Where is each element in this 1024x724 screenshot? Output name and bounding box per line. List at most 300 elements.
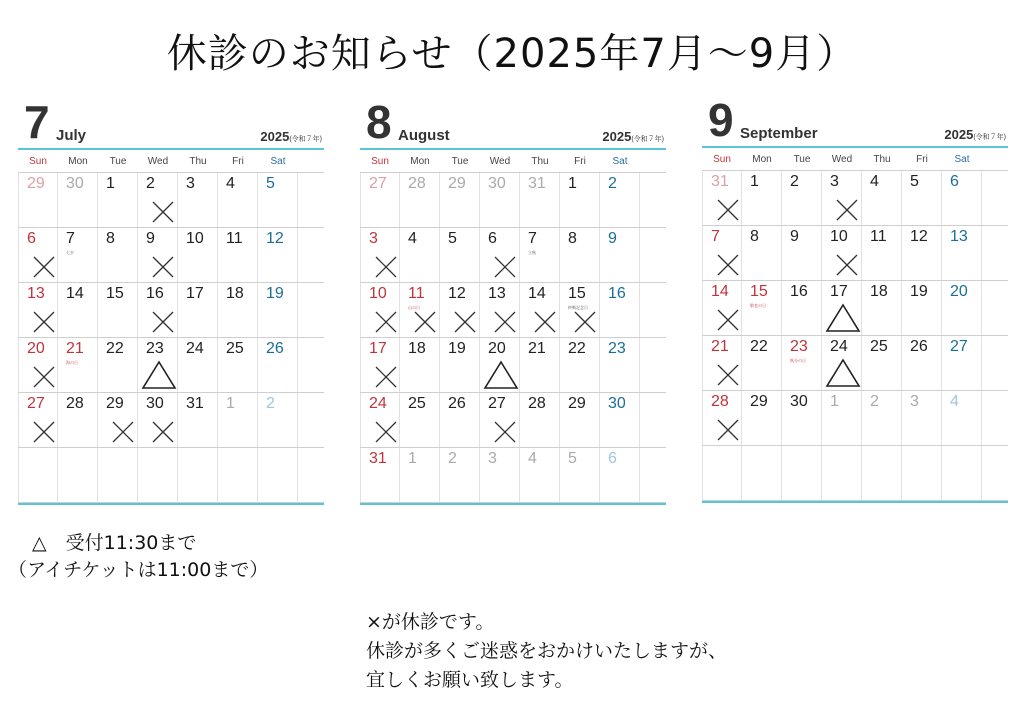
day-number: 30 [608,395,626,412]
weekday-header [18,150,324,172]
day-number: 23 [146,340,164,357]
day-number: 2 [146,175,155,192]
day-number: 27 [27,395,45,412]
day-cell [218,228,258,282]
closed-x-mark [412,309,438,335]
day-number: 2 [608,175,617,192]
day-number: 13 [950,228,968,245]
day-cell [902,391,942,445]
day-cell [822,446,862,500]
day-cell [440,393,480,447]
day-cell [400,173,440,227]
day-cell [742,336,782,390]
day-number: 16 [608,285,626,302]
day-number: 13 [488,285,506,302]
day-number: 25 [870,338,888,355]
week-row [18,392,324,447]
closed-legend [366,608,727,695]
day-cell [742,226,782,280]
day-cell [18,228,58,282]
day-cell [560,283,600,337]
weekday-label: Fri [574,155,586,167]
month-name: August [398,127,450,144]
day-number: 12 [448,285,466,302]
day-number: 7 [528,230,537,247]
closed-x-mark [373,364,399,390]
month-number: 7 [24,96,50,148]
day-number: 1 [568,175,577,192]
closed-x-mark [373,419,399,445]
closed-x-mark [31,309,57,335]
day-cell [98,228,138,282]
closed-legend-line1: ×が休診です。 [366,611,495,633]
day-cell [440,173,480,227]
closed-x-mark [373,254,399,280]
closed-x-mark [715,417,741,443]
day-cell [480,283,520,337]
holiday-name: 秋分の日 [790,358,806,363]
day-number: 4 [870,173,879,190]
day-number: 25 [408,395,426,412]
day-cell [98,448,138,502]
day-cell [178,173,218,227]
day-number: 4 [950,393,959,410]
day-cell [258,283,298,337]
day-number: 29 [106,395,124,412]
day-cell [178,448,218,502]
month-year [602,129,664,144]
calendar-august [360,96,666,505]
closed-x-mark [492,419,518,445]
day-number: 17 [369,340,387,357]
week-row [360,172,666,227]
week-row [702,170,1008,225]
day-cell [742,446,782,500]
day-cell [782,281,822,335]
day-cell [902,336,942,390]
weekday-header [360,150,666,172]
day-number: 2 [870,393,879,410]
month-year [260,129,322,144]
closed-x-mark [31,364,57,390]
weekday-label: Mon [752,153,772,165]
day-cell [58,283,98,337]
day-cell [138,448,178,502]
day-number: 24 [369,395,387,412]
closed-x-mark [452,309,478,335]
day-number: 8 [106,230,115,247]
weekday-label: Wed [147,155,169,167]
week-row [702,390,1008,445]
day-cell [360,393,400,447]
day-cell [742,391,782,445]
era-label: (令和７年) [631,136,664,143]
day-cell [400,393,440,447]
day-cell [702,391,742,445]
day-cell [600,338,640,392]
day-number: 9 [608,230,617,247]
closed-x-mark [572,309,598,335]
day-number: 13 [27,285,45,302]
day-cell [18,338,58,392]
weekday-label: Sat [954,153,970,165]
day-cell [520,448,560,502]
day-cell [258,338,298,392]
day-number: 3 [910,393,919,410]
day-cell [218,173,258,227]
day-number: 17 [830,283,848,300]
day-number: 15 [750,283,768,300]
day-cell [400,228,440,282]
day-number: 20 [950,283,968,300]
weekday-label: Mon [68,155,88,167]
day-number: 12 [910,228,928,245]
day-cell [520,228,560,282]
week-row [18,337,324,392]
day-cell [98,338,138,392]
era-label: (令和７年) [289,136,322,143]
holiday-name: 山の日 [408,305,420,310]
day-number: 1 [226,395,235,412]
day-cell [258,228,298,282]
day-number: 25 [226,340,244,357]
day-number: 18 [408,340,426,357]
closed-x-mark [150,309,176,335]
closed-x-mark [373,309,399,335]
closed-x-mark [31,254,57,280]
day-number: 21 [528,340,546,357]
weekday-label: Sat [270,155,286,167]
day-number: 5 [568,450,577,467]
day-cell [98,393,138,447]
day-number: 11 [870,228,887,245]
day-cell [360,338,400,392]
day-number: 16 [790,283,808,300]
day-cell [862,446,902,500]
day-cell [218,338,258,392]
day-cell [360,228,400,282]
closed-x-mark [715,307,741,333]
day-number: 4 [226,175,235,192]
weekday-label: Thu [873,153,891,165]
half-day-triangle-mark [483,360,519,390]
day-cell [178,393,218,447]
day-number: 22 [750,338,768,355]
day-cell [138,173,178,227]
week-row [360,337,666,392]
day-cell [138,338,178,392]
day-number: 28 [66,395,84,412]
day-cell [702,226,742,280]
day-number: 1 [408,450,417,467]
day-number: 26 [448,395,466,412]
holiday-name: 立秋 [528,250,536,255]
weekday-label: Tue [109,155,127,167]
year-label: 2025 [260,129,290,144]
day-cell [702,281,742,335]
day-cell [782,446,822,500]
day-number: 19 [910,283,928,300]
day-cell [480,448,520,502]
day-cell [942,391,982,445]
day-number: 24 [830,338,848,355]
weekday-label: Mon [410,155,430,167]
day-number: 1 [750,173,759,190]
week-row [360,227,666,282]
day-cell [178,283,218,337]
closed-x-mark [715,197,741,223]
closed-x-mark [150,419,176,445]
day-number: 30 [66,175,84,192]
triangle-legend-line2: （アイチケットは11:00まで） [8,559,269,581]
day-cell [520,283,560,337]
day-cell [560,393,600,447]
year-label: 2025 [944,127,974,142]
weekday-label: Thu [189,155,207,167]
day-cell [58,338,98,392]
day-cell [600,393,640,447]
day-number: 27 [950,338,968,355]
day-number: 28 [528,395,546,412]
weekday-label: Sun [713,153,731,165]
day-cell [822,226,862,280]
day-cell [138,228,178,282]
triangle-legend [8,530,269,584]
holiday-name: 終戦記念日 [568,305,588,310]
day-number: 10 [186,230,204,247]
day-number: 2 [266,395,275,412]
day-number: 31 [711,173,729,190]
weekday-header [702,148,1008,170]
weekday-label: Tue [451,155,469,167]
day-cell [58,173,98,227]
half-day-triangle-mark [825,303,861,333]
day-number: 2 [790,173,799,190]
weekday-label: Sun [371,155,389,167]
day-number: 15 [106,285,124,302]
holiday-name: 海の日 [66,360,78,365]
closed-legend-line3: 宜しくお願い致します。 [366,669,574,691]
weekday-label: Thu [531,155,549,167]
holiday-name: 七夕 [66,250,74,255]
day-number: 26 [910,338,928,355]
day-cell [138,393,178,447]
day-number: 3 [830,173,839,190]
day-number: 19 [448,340,466,357]
day-cell [218,393,258,447]
closed-x-mark [834,252,860,278]
day-number: 6 [488,230,497,247]
weekday-label: Sat [612,155,628,167]
day-cell [480,338,520,392]
week-row [702,445,1008,500]
month-header [702,94,1008,146]
day-number: 16 [146,285,164,302]
day-cell [178,228,218,282]
day-number: 23 [608,340,626,357]
closed-x-mark [834,197,860,223]
day-number: 22 [568,340,586,357]
day-cell [902,446,942,500]
day-cell [480,228,520,282]
day-cell [18,393,58,447]
day-cell [702,446,742,500]
day-number: 8 [750,228,759,245]
day-cell [902,226,942,280]
day-number: 17 [186,285,204,302]
month-header [18,96,324,148]
weekday-label: Wed [489,155,511,167]
day-number: 5 [266,175,275,192]
day-cell [18,283,58,337]
day-cell [742,281,782,335]
day-number: 5 [910,173,919,190]
weekday-label: Sun [29,155,47,167]
day-number: 3 [369,230,378,247]
day-number: 21 [711,338,729,355]
day-number: 23 [790,338,808,355]
day-cell [560,338,600,392]
week-row [360,392,666,447]
day-number: 14 [528,285,546,302]
day-cell [702,336,742,390]
day-number: 14 [66,285,84,302]
day-cell [782,336,822,390]
day-cell [600,173,640,227]
day-cell [902,281,942,335]
day-cell [440,283,480,337]
day-number: 12 [266,230,284,247]
month-number: 9 [708,94,734,146]
day-cell [360,173,400,227]
day-number: 3 [488,450,497,467]
day-cell [942,336,982,390]
accent-rule-bottom [702,500,1008,503]
day-cell [702,171,742,225]
day-number: 6 [950,173,959,190]
week-row [18,282,324,337]
day-cell [138,283,178,337]
day-cell [360,283,400,337]
day-cell [58,448,98,502]
day-number: 27 [488,395,506,412]
week-row [18,447,324,502]
day-cell [400,448,440,502]
week-row [360,447,666,502]
closed-x-mark [150,254,176,280]
day-cell [480,173,520,227]
day-cell [560,228,600,282]
day-number: 15 [568,285,586,302]
day-number: 1 [106,175,115,192]
day-number: 19 [266,285,284,302]
day-cell [600,283,640,337]
day-number: 18 [870,283,888,300]
day-number: 31 [186,395,204,412]
page-title: 休診のお知らせ（2025年7月〜9月） [166,31,858,77]
week-row [18,172,324,227]
closed-x-mark [492,254,518,280]
month-number: 8 [366,96,392,148]
day-cell [440,448,480,502]
day-number: 4 [408,230,417,247]
day-number: 30 [146,395,164,412]
day-number: 2 [448,450,457,467]
accent-rule-bottom [18,502,324,505]
day-cell [822,336,862,390]
closed-legend-line2: 休診が多くご迷惑をおかけいたしますが、 [366,640,728,662]
day-number: 27 [369,175,387,192]
closed-x-mark [492,309,518,335]
closed-x-mark [715,252,741,278]
day-cell [942,446,982,500]
day-number: 24 [186,340,204,357]
day-cell [902,171,942,225]
day-cell [18,448,58,502]
day-number: 6 [608,450,617,467]
day-cell [782,226,822,280]
day-cell [18,173,58,227]
day-cell [782,171,822,225]
day-cell [862,391,902,445]
week-row [702,280,1008,335]
day-cell [862,336,902,390]
month-name: September [740,125,818,142]
closed-x-mark [110,419,136,445]
day-number: 14 [711,283,729,300]
day-cell [942,281,982,335]
day-number: 29 [448,175,466,192]
day-cell [58,228,98,282]
week-row [702,335,1008,390]
day-cell [98,283,138,337]
weekday-label: Fri [232,155,244,167]
day-cell [822,281,862,335]
day-cell [98,173,138,227]
day-number: 21 [66,340,84,357]
day-number: 30 [488,175,506,192]
day-number: 31 [369,450,387,467]
day-cell [742,171,782,225]
day-cell [862,281,902,335]
day-number: 4 [528,450,537,467]
day-cell [440,228,480,282]
month-year [944,127,1006,142]
day-cell [520,393,560,447]
day-cell [258,393,298,447]
day-cell [218,448,258,502]
day-number: 8 [568,230,577,247]
weekday-label: Fri [916,153,928,165]
weekday-label: Tue [793,153,811,165]
half-day-triangle-mark [825,358,861,388]
holiday-name: 敬老の日 [750,303,766,308]
day-cell [862,171,902,225]
day-number: 28 [408,175,426,192]
closed-x-mark [150,199,176,225]
month-name: July [56,127,87,144]
day-cell [58,393,98,447]
calendar-july [18,96,324,505]
day-number: 29 [27,175,45,192]
day-cell [218,283,258,337]
weekday-label: Wed [831,153,853,165]
year-label: 2025 [602,129,632,144]
day-number: 1 [830,393,839,410]
day-cell [600,448,640,502]
day-cell [400,338,440,392]
day-number: 7 [66,230,75,247]
